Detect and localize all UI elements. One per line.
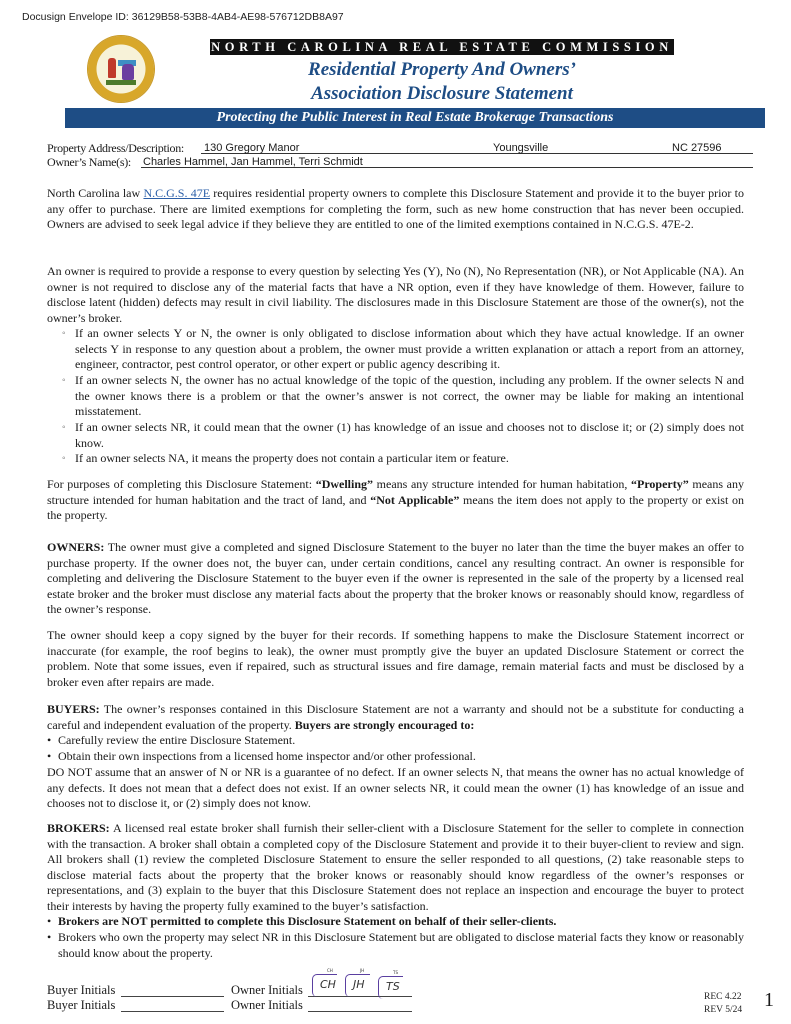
buyers-heading: BUYERS: — [47, 702, 100, 716]
buyers-text: The owner’s responses contained in this Disclosure Statement are not a warranty and should not be a substitute for conducting a careful and independent evaluation of the property. — [47, 702, 744, 732]
tagline-banner: Protecting the Public Interest in Real Estate Brokerage Transactions — [65, 108, 765, 128]
buyer-initials-field-2[interactable] — [121, 1011, 224, 1012]
owners-text: The owner must give a completed and signed Disclosure Statement to the buyer no later than the time the buyer makes an offer to purchase property. If the owner does not, the buyer can, under certain conditions, cancel any resulting contract. An owner is responsible for completing and delivering the Disclosure Statement to the buyer even if the owner is represented in the sale of the property by a licensed real estate broker and the broker must disclose any material facts about the property that the broker knows or reasonably should know, regardless of the owner’s response. — [47, 540, 744, 617]
intro-text: North Carolina law — [47, 186, 144, 200]
owners-heading: OWNERS: — [47, 540, 105, 554]
owner-names-value[interactable]: Charles Hammel, Jan Hammel, Terri Schmidt — [143, 156, 363, 168]
bullet-text: If an owner selects NR, it could mean that the owner (1) has knowledge of an issue and chooses not to disclose it; or (2) simply does not know. — [75, 420, 744, 450]
bullet-icon: ◦ — [62, 422, 66, 433]
form-rec-number: REC 4.22 — [704, 992, 742, 1002]
bullet-icon: ◦ — [62, 375, 66, 386]
broker-bullet — [47, 930, 744, 961]
response-bullet — [62, 326, 744, 373]
broker-bullet — [47, 914, 744, 930]
owner-initials-label: Owner Initials — [231, 983, 303, 997]
ncgs-47e-link[interactable]: N.C.G.S. 47E — [143, 186, 211, 200]
term-dwelling: “Dwelling” — [315, 477, 374, 491]
page-number: 1 — [764, 989, 774, 1011]
bullet-text: If an owner selects Y or N, the owner is only obligated to disclose information about which they have actual knowledge. If an owner selects Y in response to any question about a problem, the owner must provide a written explanation or attach a report from an attorney, engineer, contractor, pest control operator, or other expert or public agency describing it. — [75, 326, 744, 372]
brokers-section — [47, 821, 744, 915]
owner-initial-stamp[interactable] — [378, 970, 403, 999]
term-not-applicable: “Not Applicable” — [370, 492, 460, 507]
brokers-text: A licensed real estate broker shall furnish their seller-client with a Disclosure Statement for the seller to complete in connection with the transaction. A broker shall obtain a completed copy of the Disclosure Statement and provide it to their buyer-client to review and sign. All brokers shall (1) review the completed Disclosure Statement to ensure the seller responded to all questions, (2) take reasonable steps to disclose material facts about the property that the broker knows or reasonably should know regardless of the owner’s responses or representations, and (3) explain to the buyer that this Disclosure Statement does not replace an inspection and encourage the buyer to protect their interests by having the property fully examined to the buyer’s satisfaction. — [47, 821, 744, 913]
bullet-icon: • — [47, 930, 52, 944]
form-title-line1: Residential Property And Owners’ — [308, 59, 576, 80]
initial-ink: JH — [353, 978, 365, 991]
response-bullet — [62, 373, 744, 420]
property-address-label: Property Address/Description: — [47, 141, 184, 155]
buyer-initials-label: Buyer Initials — [47, 998, 116, 1012]
bullet-icon: ◦ — [62, 328, 66, 339]
buyers-encouraged: Buyers are strongly encouraged to: — [294, 717, 475, 732]
form-rev-date: REV 5/24 — [704, 1005, 743, 1015]
property-address-value[interactable]: 130 Gregory Manor — [204, 142, 300, 154]
bullet-text: If an owner selects N, the owner has no actual knowledge of the topic of the question, including any problem. If the owner selects N and the owner knows there is a problem or that the owner’s answer is not correct, the owner may be liable for making an intentional misstatement. — [75, 373, 744, 419]
buyers-warning: DO NOT assume that an answer of N or NR is a guarantee of no defect. If an owner selects N, that means the owner has no actual knowledge of any defects. It does not mean that a defect does not exist. If an owner selects NR, it could mean the owner (1) has knowledge of an issue and chooses not to disclose it, or (2) simply does not know. — [47, 765, 744, 811]
definitions-text: For purposes of completing this Disclosure Statement: — [47, 477, 316, 491]
property-state-zip-value[interactable]: NC 27596 — [672, 142, 722, 154]
initial-ink: CH — [320, 978, 336, 991]
definitions-text: means any structure intended for human habitation, — [373, 477, 631, 491]
bullet-text: Obtain their own inspections from a licensed home inspector and/or other professional. — [58, 749, 476, 763]
owner-names-label: Owner’s Name(s): — [47, 155, 131, 169]
initial-ink: TS — [386, 980, 400, 993]
term-property: “Property” — [630, 477, 689, 491]
buyers-section — [47, 702, 744, 733]
buyer-bullet — [47, 749, 744, 765]
buyer-initials-field-1[interactable] — [121, 996, 224, 997]
response-bullet — [62, 420, 744, 451]
property-city-value[interactable]: Youngsville — [493, 142, 549, 154]
definitions-text: means the item does not apply to the property or exist on the property. — [47, 492, 745, 523]
bullet-icon: ◦ — [62, 453, 66, 464]
intro-paragraph — [47, 186, 744, 233]
brokers-heading: BROKERS: — [47, 821, 110, 835]
bullet-icon: • — [47, 733, 52, 747]
owner-initials-label: Owner Initials — [231, 998, 303, 1012]
response-bullet — [62, 451, 744, 467]
bullet-text: Brokers who own the property may select NR in this Disclosure Statement but are obligated to disclose material facts they know or reasonably should know about the property. — [58, 930, 744, 960]
bullet-icon: • — [47, 914, 52, 928]
owner-initials-field-2[interactable] — [308, 1011, 412, 1012]
docusign-envelope-id: Docusign Envelope ID: 36129B58-53B8-4AB4-AE98-576712DB8A97 — [22, 11, 344, 23]
owner-initial-stamp[interactable] — [312, 968, 337, 997]
commission-banner: NORTH CAROLINA REAL ESTATE COMMISSION — [211, 40, 673, 54]
initial-tag: JH — [360, 968, 365, 973]
bullet-text: Brokers are NOT permitted to complete this Disclosure Statement on behalf of their seller-clients. — [58, 914, 557, 928]
copy-paragraph: The owner should keep a copy signed by the buyer for their records. If something happens to make the Disclosure Statement incorrect or inaccurate (for example, the roof begins to leak), the owner must promptly give the buyer an updated Disclosure Statement or correct the problem. Note that some issues, even if repaired, such as structural issues and fire damage, remain material facts and must be disclosed by a broker even after repairs are made. — [47, 628, 744, 689]
initial-tag: CH — [327, 968, 333, 973]
commission-seal-icon — [88, 36, 154, 102]
definitions-paragraph — [47, 477, 744, 524]
bullet-text: If an owner selects NA, it means the property does not contain a particular item or feature. — [75, 451, 509, 465]
owners-section — [47, 540, 744, 618]
buyer-initials-label: Buyer Initials — [47, 983, 116, 997]
initial-tag: TS — [393, 970, 398, 975]
definitions-text: means any structure intended for human habitation and the tract of land, and — [47, 477, 744, 507]
owner-initial-stamp[interactable] — [345, 968, 370, 997]
bullet-icon: • — [47, 749, 52, 763]
buyer-bullet — [47, 733, 744, 749]
response-paragraph: An owner is required to provide a response to every question by selecting Yes (Y), No (N), No Representation (NR), or Not Applicable (NA). An owner is not required to disclose any of the material facts that have a NR option, even if they have knowledge of them. However, failure to disclose latent (hidden) defects may result in civil liability. The disclosures made in this Disclosure Statement are those of the owner(s), not the owner’s broker. — [47, 264, 744, 325]
bullet-text: Carefully review the entire Disclosure Statement. — [58, 733, 296, 747]
intro-text-cont: requires residential property owners to complete this Disclosure Statement and provide it to the buyer prior to any offer to purchase. There are limited exemptions for completing the form, such as new home construction that has never been occupied. Owners are advised to seek legal advice if they believe they are entitled to one of the limited exemptions contained in N.C.G.S. 47E-2. — [47, 186, 745, 232]
form-title-line2: Association Disclosure Statement — [311, 83, 573, 104]
